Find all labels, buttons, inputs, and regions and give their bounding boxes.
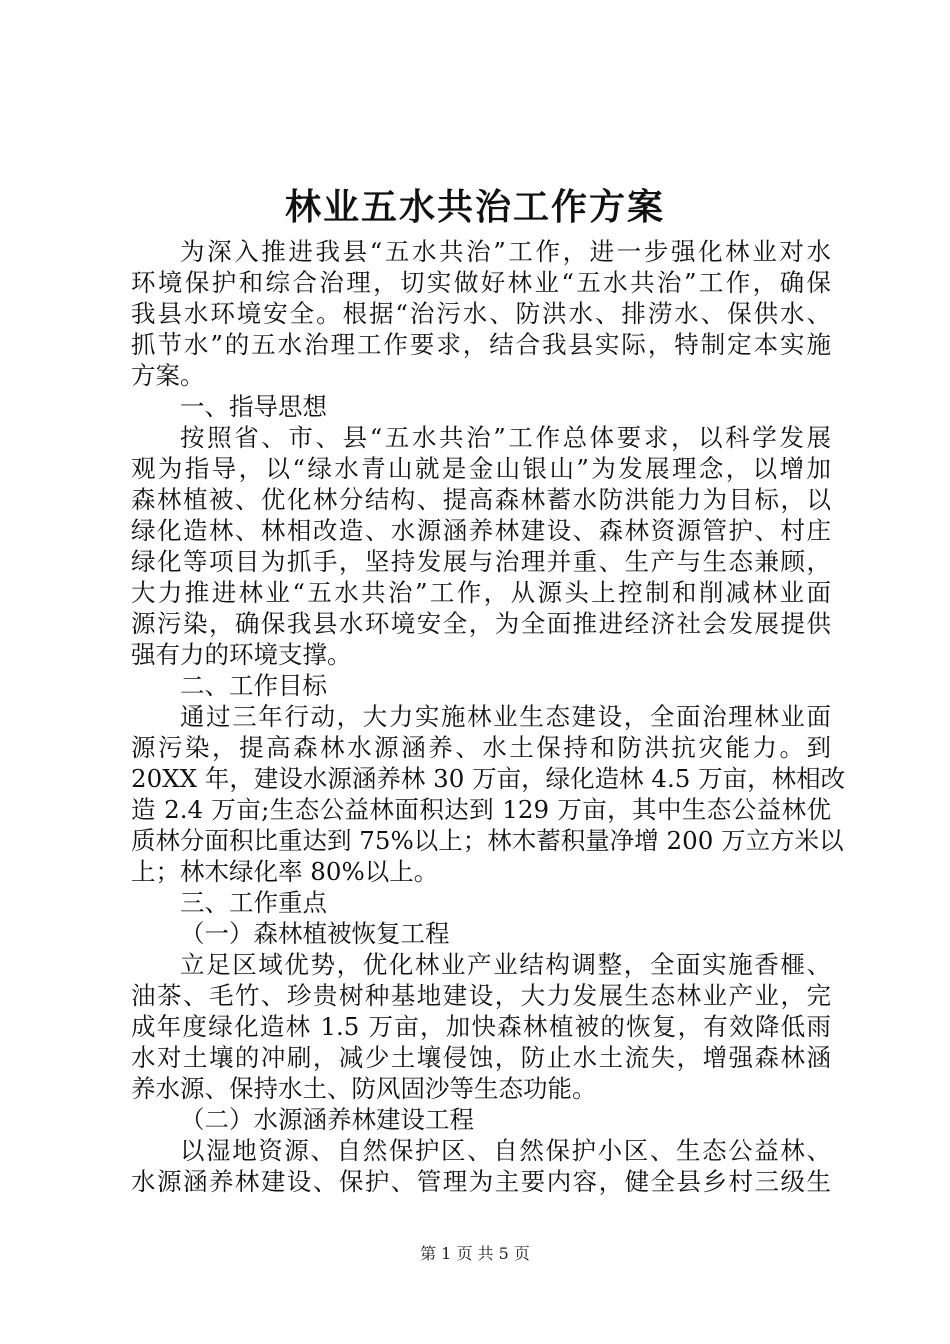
section-heading: 二、工作目标 [180,671,327,700]
paragraph-line: 绿化等项目为抓手，坚持发展与治理并重、生产与生态兼顾， [131,547,831,576]
paragraph-line: 通过三年行动，大力实施林业生态建设，全面治理林业面 [180,702,831,731]
paragraph-line: 为深入推进我县“五水共治”工作，进一步强化林业对水 [180,237,831,266]
paragraph-line: 环境保护和综合治理，切实做好林业“五水共治”工作，确保 [131,268,831,297]
paragraph-line: 质林分面积比重达到 75%以上；林木蓄积量净增 200 万立方米以 [131,826,844,855]
paragraph-line: 20XX 年，建设水源涵养林 30 万亩，绿化造林 4.5 万亩，林相改 [131,764,846,793]
subsection-heading: （二）水源涵养林建设工程 [180,1105,474,1134]
section-heading: 一、指导思想 [180,392,327,421]
paragraph-line: 上；林木绿化率 80%以上。 [131,857,439,886]
paragraph-line: 立足区域优势，优化林业产业结构调整，全面实施香榧、 [180,950,831,979]
paragraph-line: 养水源、保持水土、防风固沙等生态功能。 [131,1074,597,1103]
paragraph-line: 按照省、市、县“五水共治”工作总体要求，以科学发展 [180,423,831,452]
paragraph-line: 水对土壤的冲刷，减少土壤侵蚀，防止水土流失，增强森林涵 [131,1043,831,1072]
paragraph-line: 强有力的环境支撑。 [131,640,352,669]
paragraph-line: 以湿地资源、自然保护区、自然保护小区、生态公益林、 [180,1136,831,1165]
paragraph-line: 造 2.4 万亩;生态公益林面积达到 129 万亩，其中生态公益林优 [131,795,831,824]
paragraph-line: 方案。 [131,361,205,390]
paragraph-line: 水源涵养林建设、保护、管理为主要内容，健全县乡村三级生 [131,1167,831,1196]
paragraph-line: 抓节水”的五水治理工作要求，结合我县实际，特制定本实施 [131,330,831,359]
paragraph-line: 大力推进林业“五水共治”工作，从源头上控制和削减林业面 [131,578,831,607]
paragraph-line: 成年度绿化造林 1.5 万亩，加快森林植被的恢复，有效降低雨 [131,1012,831,1041]
document-title: 林业五水共治工作方案 [284,187,665,228]
paragraph-line: 油茶、毛竹、珍贵树种基地建设，大力发展生态林业产业，完 [131,981,831,1010]
document-body [131,236,846,1197]
paragraph-line: 观为指导，以“绿水青山就是金山银山”为发展理念，以增加 [131,454,831,483]
paragraph-line: 我县水环境安全。根据“治污水、防洪水、排涝水、保供水、 [131,299,831,328]
subsection-heading: （一）森林植被恢复工程 [180,919,450,948]
paragraph-line: 源污染，确保我县水环境安全，为全面推进经济社会发展提供 [131,609,831,638]
paragraph-line: 绿化造林、林相改造、水源涵养林建设、森林资源管护、村庄 [131,516,831,545]
paragraph-line: 森林植被、优化林分结构、提高森林蓄水防洪能力为目标，以 [131,485,831,514]
section-heading: 三、工作重点 [180,888,327,917]
paragraph-line: 源污染，提高森林水源涵养、水土保持和防洪抗灾能力。到 [131,733,831,762]
page-footer: 第 1 页 共 5 页 [420,1244,530,1263]
